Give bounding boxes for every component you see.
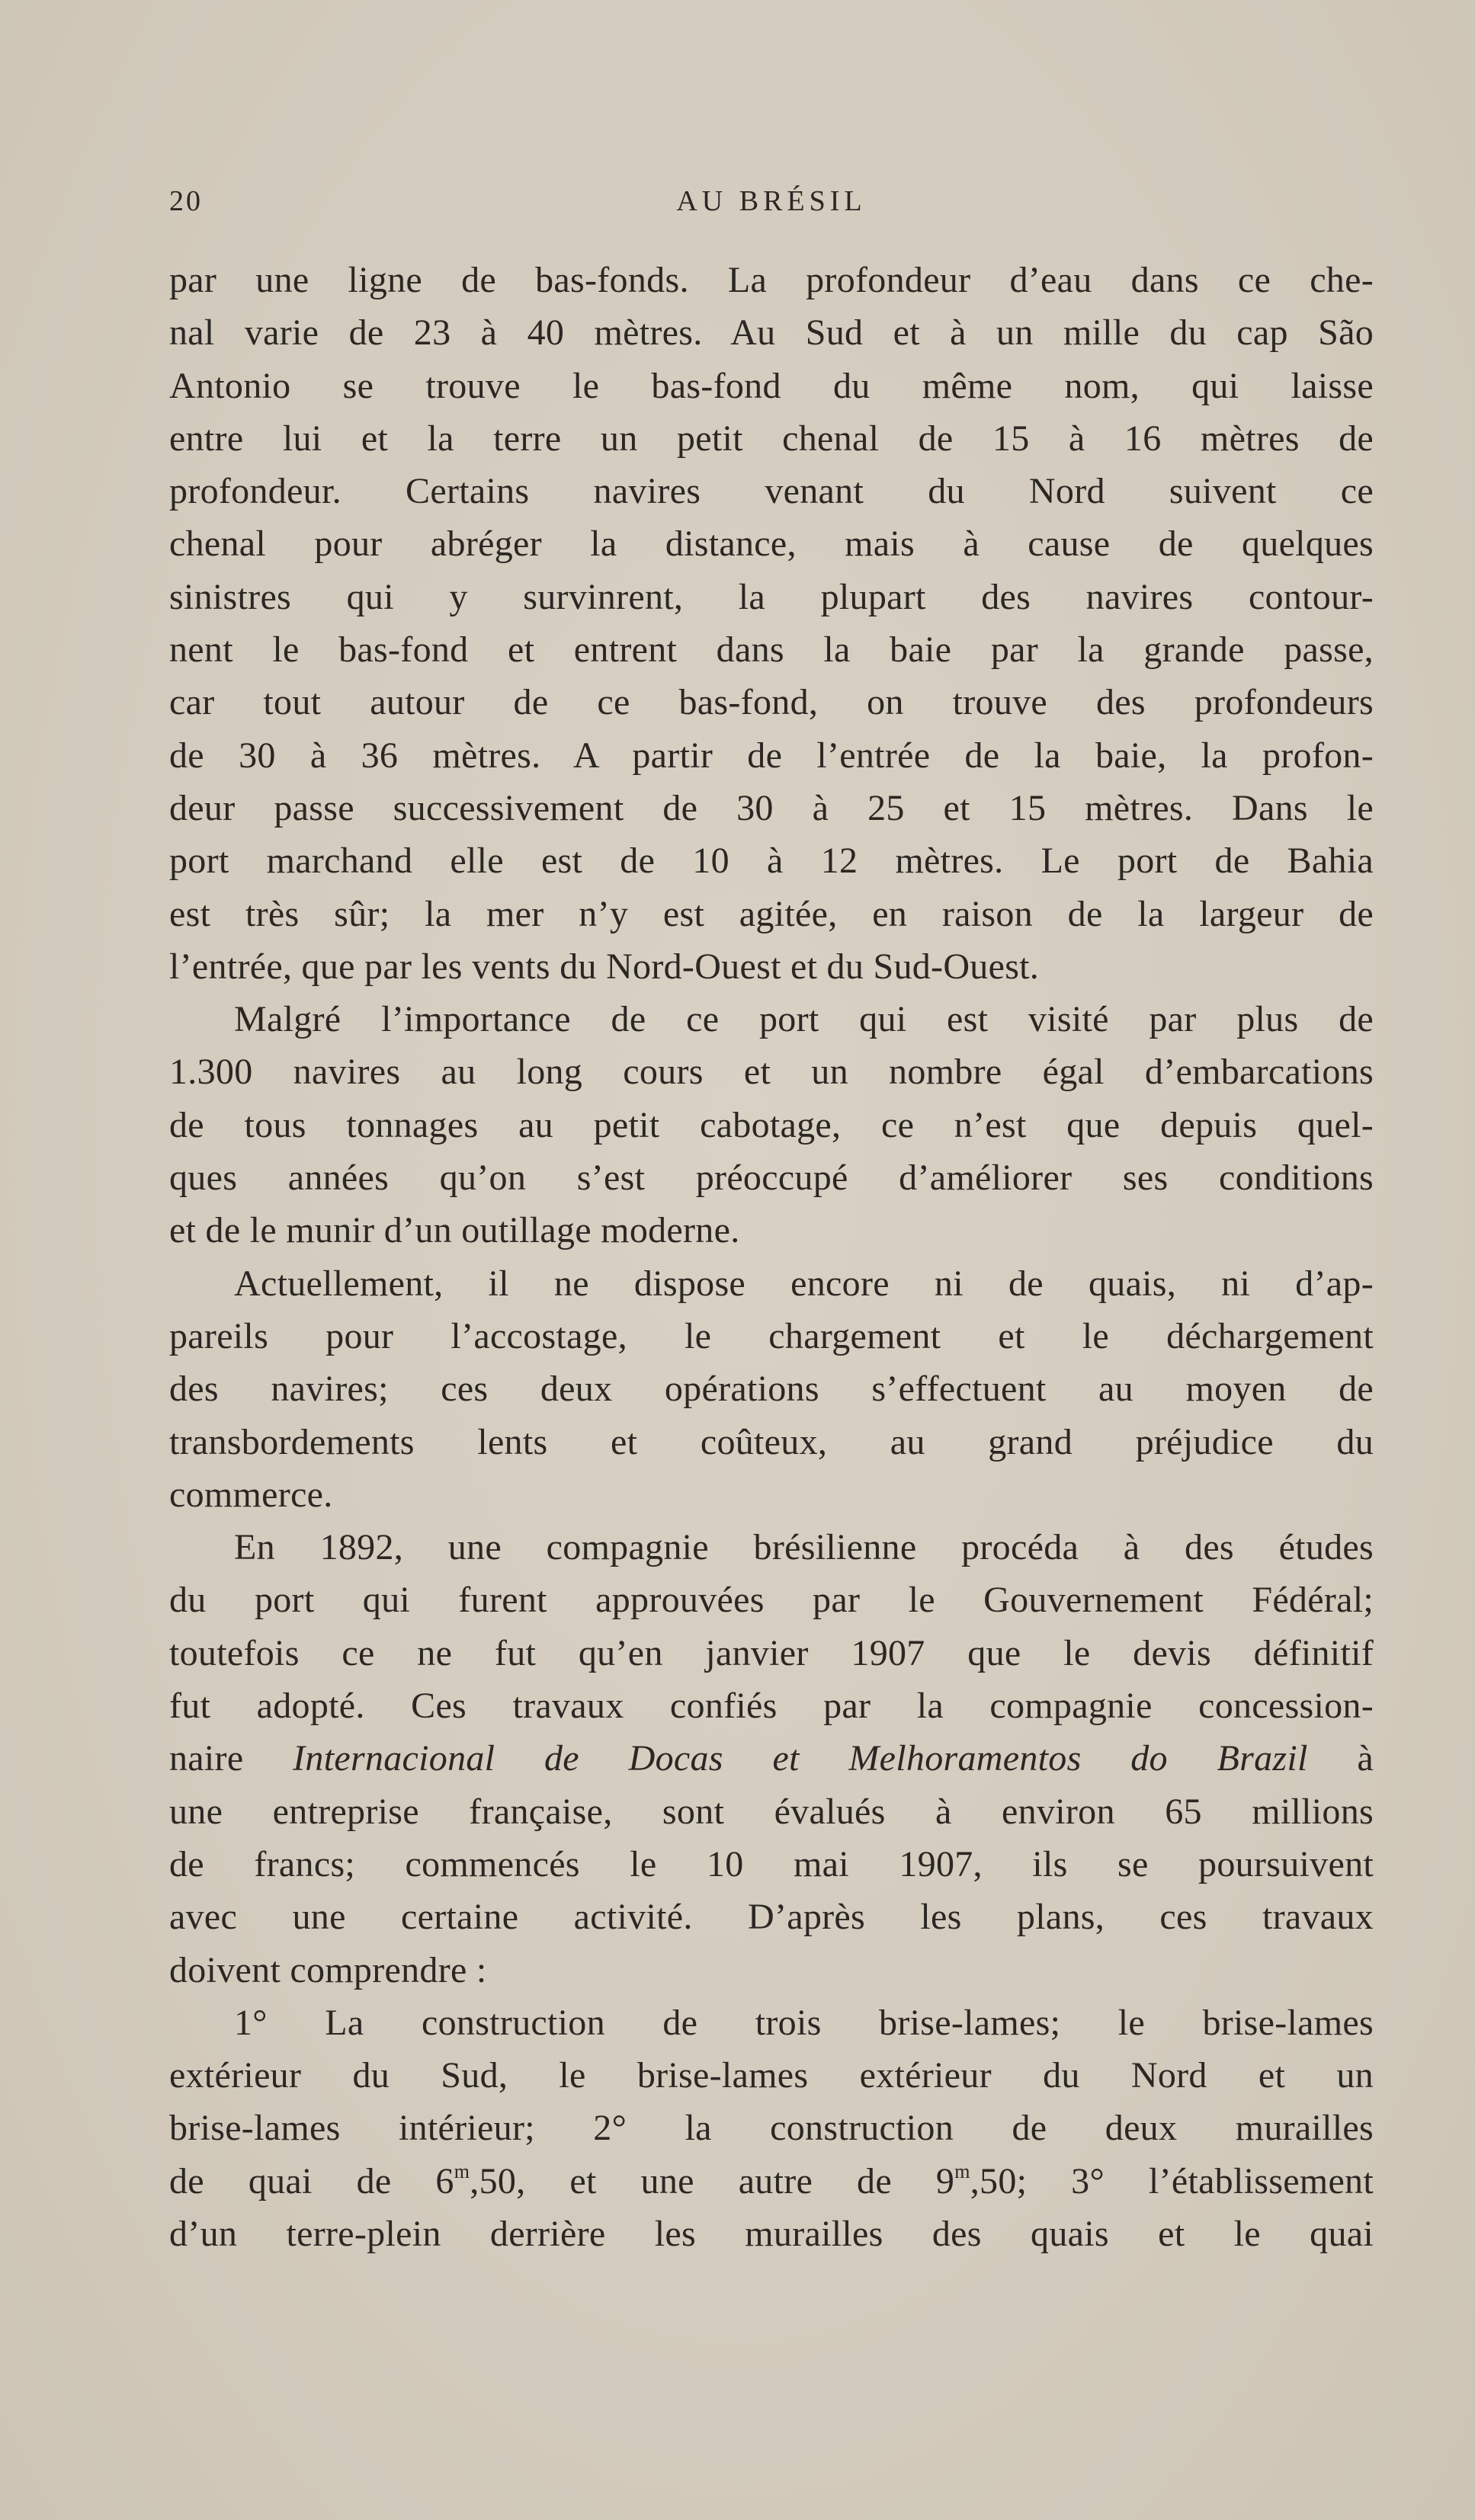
- text-line: une entreprise française, sont évalués à environ 65 millions: [169, 1791, 1374, 1832]
- text-line: entre lui et la terre un petit chenal de 15 à 16 mètres de: [169, 418, 1374, 459]
- page-header: [169, 184, 1374, 230]
- meter-superscript: m: [454, 2160, 470, 2182]
- text-line: car tout autour de ce bas-fond, on trouve des profondeurs: [169, 682, 1374, 723]
- text-line: toutefois ce ne fut qu’en janvier 1907 que le devis définitif: [169, 1632, 1374, 1673]
- body-text: [169, 254, 1374, 2260]
- text-line: nal varie de 23 à 40 mètres. Au Sud et à un mille du cap São: [169, 312, 1374, 354]
- text-line: transbordements lents et coûteux, au grand préjudice du: [169, 1421, 1374, 1462]
- text-fragment: de quai de 6: [169, 2160, 454, 2201]
- text-line: des navires; ces deux opérations s’effectuent au moyen de: [169, 1369, 1374, 1410]
- text-line: chenal pour abréger la distance, mais à cause de quelques: [169, 524, 1374, 565]
- text-line: ques années qu’on s’est préoccupé d’améliorer ses conditions: [169, 1158, 1374, 1199]
- text-line: 1° La construction de trois brise-lames; le brise-lames: [234, 2002, 1374, 2043]
- text-line: extérieur du Sud, le brise-lames extérieur du Nord et un: [169, 2055, 1374, 2096]
- text-line: Malgré l’importance de ce port qui est visité par plus de: [234, 999, 1374, 1040]
- text-line: profondeur. Certains navires venant du Nord suivent ce: [169, 471, 1374, 512]
- text-line: de 30 à 36 mètres. A partir de l’entrée de la baie, la profon-: [169, 735, 1374, 776]
- text-line: port marchand elle est de 10 à 12 mètres. Le port de Bahia: [169, 841, 1374, 882]
- text-line: pareils pour l’accostage, le chargement et le déchargement: [169, 1315, 1374, 1356]
- text-fragment: naire: [169, 1738, 244, 1779]
- text-line: de francs; commencés le 10 mai 1907, ils se poursuivent: [169, 1843, 1374, 1884]
- text-line-company: [169, 1732, 1374, 1785]
- text-line: nent le bas-fond et entrent dans la baie par la grande passe,: [169, 629, 1374, 671]
- text-line: En 1892, une compagnie brésilienne procéda à des études: [234, 1527, 1374, 1568]
- text-line: est très sûr; la mer n’y est agitée, en raison de la largeur de: [169, 893, 1374, 934]
- text-line: Antonio se trouve le bas-fond du même nom, qui laisse: [169, 365, 1374, 406]
- text-line: et de le munir d’un outillage moderne.: [169, 1210, 740, 1251]
- text-line: du port qui furent approuvées par le Gouvernement Fédéral;: [169, 1580, 1374, 1621]
- text-line: doivent comprendre :: [169, 1949, 487, 1990]
- text-line: fut adopté. Ces travaux confiés par la compagnie concession-: [169, 1686, 1374, 1727]
- text-line-measure: [169, 2155, 1374, 2208]
- meter-superscript: m: [954, 2160, 970, 2182]
- company-name: Internacional de Docas et Melhoramentos do Brazil: [293, 1738, 1308, 1779]
- text-fragment: ,50; 3° l’établissement: [970, 2160, 1374, 2201]
- text-line: commerce.: [169, 1474, 333, 1515]
- page-number: 20: [169, 185, 203, 217]
- text-line: deur passe successivement de 30 à 25 et 15 mètres. Dans le: [169, 787, 1374, 828]
- text-line: brise-lames intérieur; 2° la construction de deux murailles: [169, 2108, 1374, 2149]
- text-line: sinistres qui y survinrent, la plupart des navires contour-: [169, 576, 1374, 617]
- text-fragment: ,50, et une autre de 9: [470, 2160, 955, 2201]
- text-line: avec une certaine activité. D’après les plans, ces travaux: [169, 1897, 1374, 1938]
- running-title: AU BRÉSIL: [676, 185, 867, 217]
- text-line: Actuellement, il ne dispose encore ni de quais, ni d’ap-: [234, 1263, 1374, 1304]
- text-line: par une ligne de bas-fonds. La profondeur d’eau dans ce che-: [169, 260, 1374, 300]
- text-line: 1.300 navires au long cours et un nombre égal d’embarcations: [169, 1052, 1374, 1093]
- text-line: d’un terre-plein derrière les murailles des quais et le quai: [169, 2213, 1374, 2254]
- text-line: l’entrée, que par les vents du Nord-Ouest et du Sud-Ouest.: [169, 946, 1040, 987]
- text-fragment: à: [1357, 1738, 1374, 1779]
- text-line: de tous tonnages au petit cabotage, ce n’est que depuis quel-: [169, 1104, 1374, 1145]
